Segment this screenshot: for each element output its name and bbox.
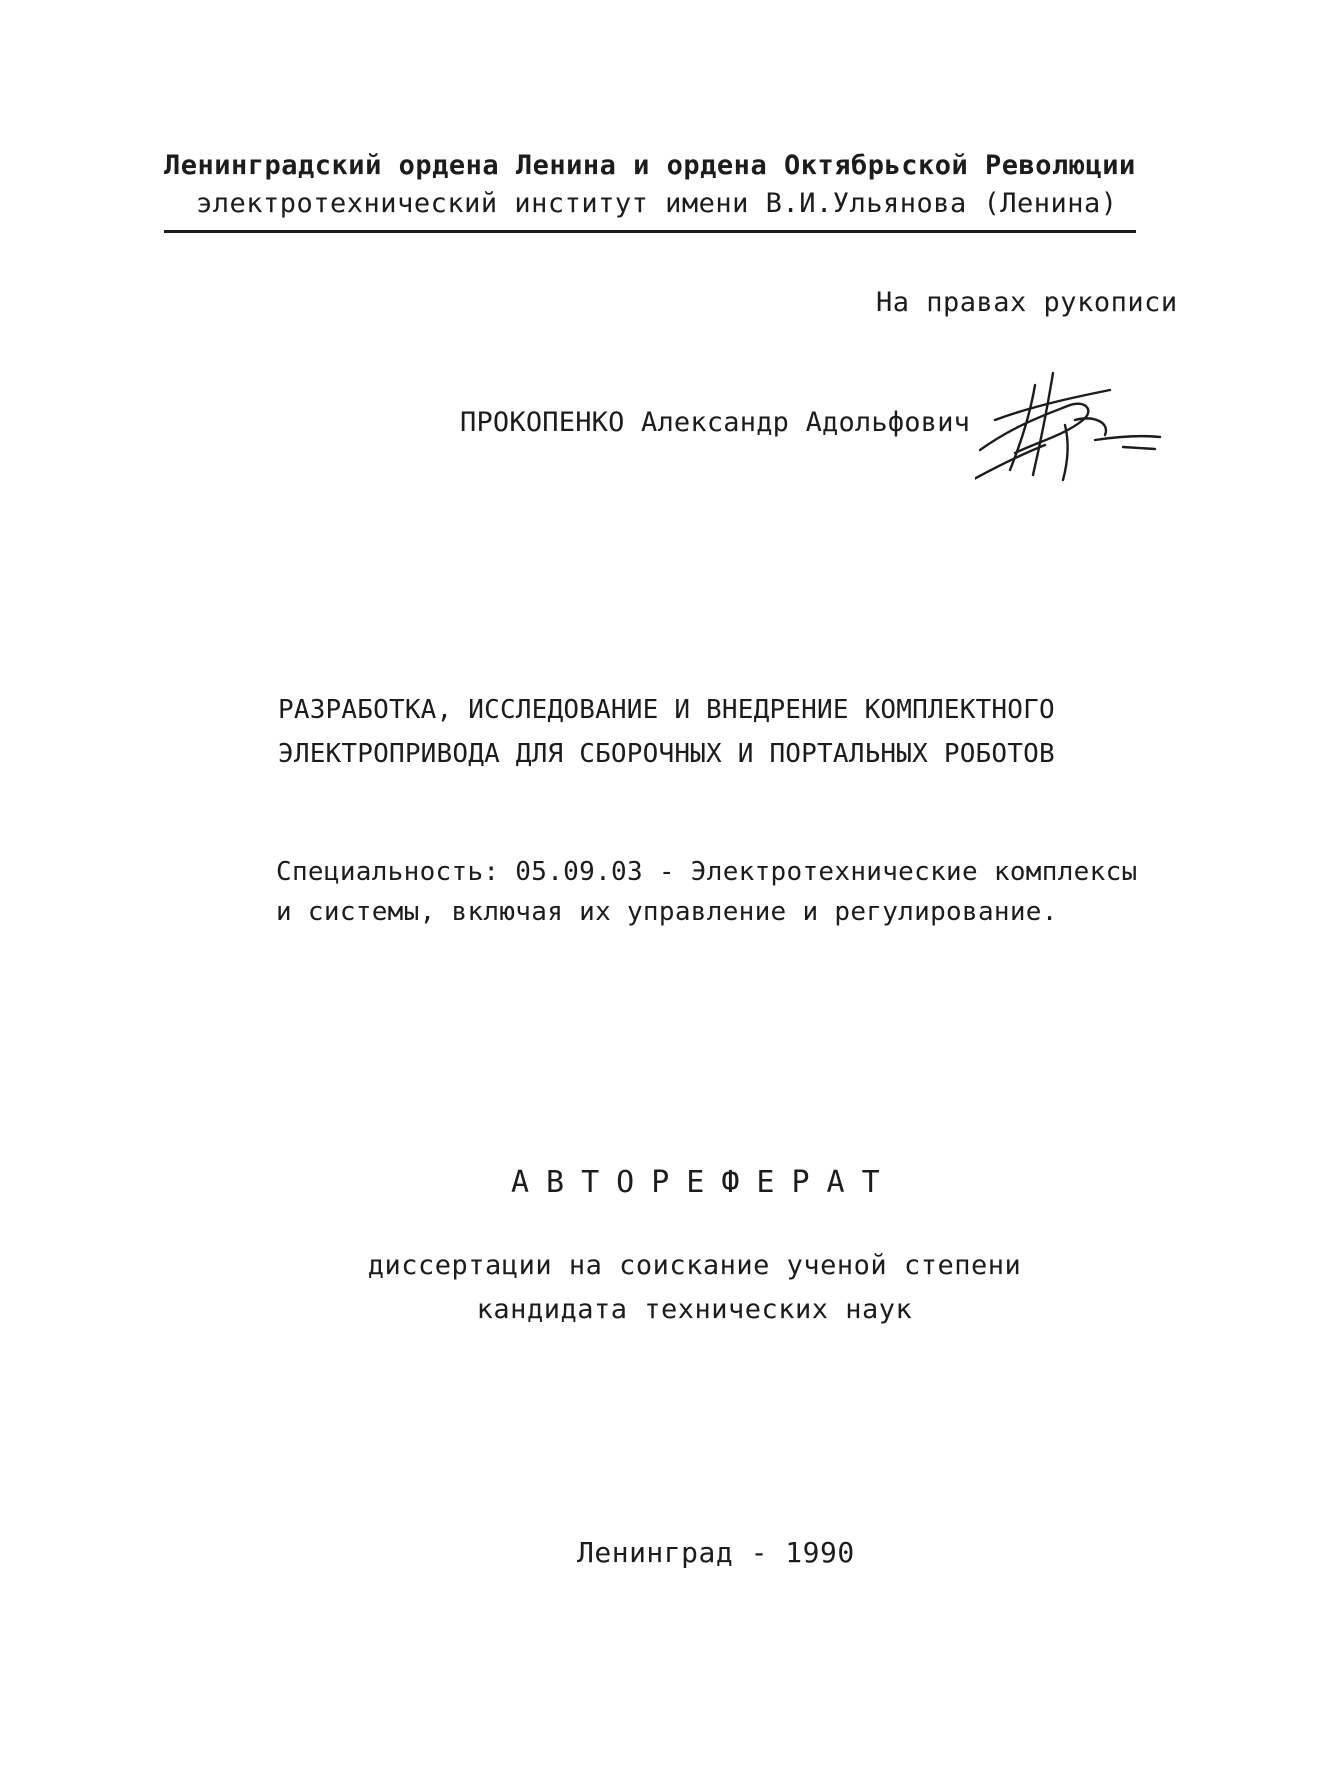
purpose-line-2: кандидата технических наук bbox=[476, 1294, 913, 1325]
manuscript-note: На правах рукописи bbox=[876, 287, 1178, 318]
header-rule bbox=[164, 230, 1136, 233]
institution-line-2: электротехнический институт имени В.И.Ульянова (Ленина) bbox=[196, 188, 1118, 219]
specialty-line-2: и системы, включая их управление и регулирование. bbox=[276, 897, 1058, 927]
title-line-2: ЭЛЕКТРОПРИВОДА ДЛЯ СБОРОЧНЫХ И ПОРТАЛЬНЫХ РОБОТОВ bbox=[278, 739, 1055, 769]
place-and-year: Ленинград - 1990 bbox=[577, 1536, 855, 1569]
dissertation-title bbox=[278, 688, 1055, 776]
purpose-line-1: диссертации на соискание ученой степени bbox=[367, 1250, 1022, 1281]
specialty-block bbox=[276, 852, 1137, 932]
institution-header bbox=[164, 148, 1164, 222]
specialty-line-1: Специальность: 05.09.03 - Электротехнические комплексы bbox=[276, 857, 1138, 887]
author-name: ПРОКОПЕНКО Александр Адольфович bbox=[460, 407, 971, 438]
title-line-1: РАЗРАБОТКА, ИССЛЕДОВАНИЕ И ВНЕДРЕНИЕ КОМПЛЕКТНОГО bbox=[278, 695, 1055, 725]
institution-line-1: Ленинградский ордена Ленина и ордена Октябрьской Революции bbox=[164, 150, 1136, 181]
handwritten-signature-icon bbox=[975, 365, 1235, 525]
document-type-heading: АВТОРЕФЕРАТ bbox=[511, 1165, 897, 1200]
degree-purpose bbox=[0, 1244, 1329, 1332]
